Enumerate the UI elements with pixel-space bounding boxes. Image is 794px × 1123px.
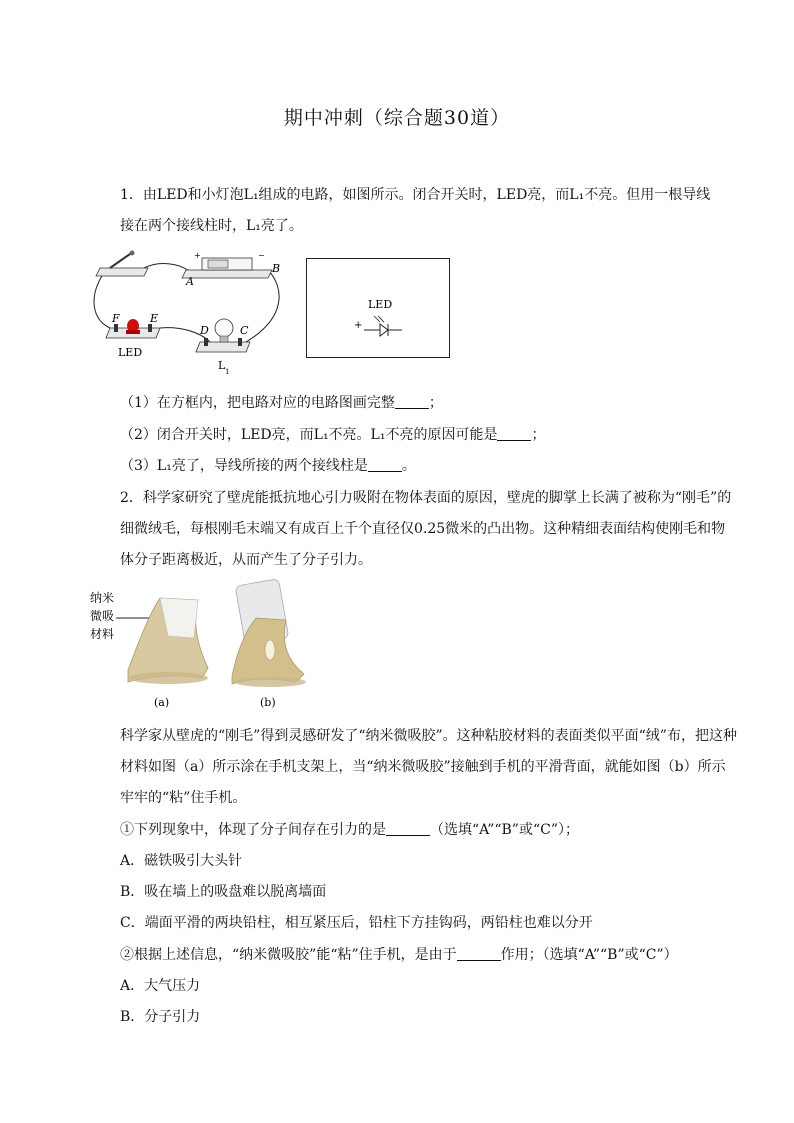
q1-line2: 接在两个接线柱时，L₁亮了。 — [120, 218, 303, 234]
q2-p2: 材料如图（a）所示涂在手机支架上，当“纳米微吸胶”接触到手机的平滑背面，就能如图（b）所示 — [120, 759, 726, 775]
q2-s2-blank[interactable] — [457, 946, 501, 961]
q1-sub3-text: （3）L₁亮了，导线所接的两个接线柱是 — [120, 458, 368, 474]
terminal-d-label: D — [200, 324, 209, 337]
nano-label-line3: 材料 — [90, 627, 115, 641]
q2-option-a2: A．大气压力 — [120, 978, 201, 994]
q1-sub2-blank[interactable] — [497, 426, 531, 441]
bulb-label-sub: 1 — [225, 368, 230, 376]
q2-option-a1: A．磁铁吸引大头针 — [120, 853, 243, 869]
q1-sub1 — [120, 393, 700, 413]
nano-label-line1: 纳米 — [90, 591, 115, 605]
q2-s1 — [120, 820, 700, 840]
circuit-answer-box — [306, 258, 450, 358]
phone-stand-figure — [90, 578, 330, 713]
q2-s1-text: ①下列现象中，体现了分子间存在引力的是 — [120, 822, 386, 838]
fig-a-label: (a) — [154, 696, 170, 709]
terminal-f-label: F — [112, 312, 120, 325]
circuit-figure — [90, 248, 290, 383]
box-plus-label: + — [354, 320, 363, 331]
terminal-a-label: A — [186, 275, 194, 288]
fig-b-label: (b) — [260, 696, 276, 709]
q2-s2-text: ②根据上述信息，“纳米微吸胶”能“粘”住手机，是由于 — [120, 947, 457, 963]
q2-s2-end: 作用；（选填“A”“B”或“C”） — [500, 947, 678, 963]
terminal-e-label: E — [150, 312, 159, 325]
q1-sub3 — [120, 456, 700, 476]
q2-s1-blank[interactable] — [386, 821, 430, 836]
battery-plus-label: + — [194, 251, 201, 260]
q2-p3: 牢牢的“粘”住手机。 — [120, 790, 247, 806]
box-led-label: LED — [368, 298, 393, 311]
q1-sub1-text: （1）在方框内，把电路对应的电路图画完整 — [120, 395, 395, 411]
bulb-label: L — [218, 359, 226, 372]
q2-line1: 2．科学家研究了壁虎能抵抗地心引力吸附在物体表面的原因，壁虎的脚掌上长满了被称为“刚毛”的 — [120, 490, 732, 506]
q1-sub2 — [120, 425, 700, 445]
q2-line2: 细微绒毛，每根刚毛末端又有成百上千个直径仅0.25微米的凸出物。这种精细表面结构使刚毛和物 — [120, 521, 726, 537]
q1-sub1-blank[interactable] — [395, 394, 429, 409]
q2-option-b2: B．分子引力 — [120, 1009, 201, 1025]
page-title: 期中冲刺（综合题30道） — [283, 107, 511, 129]
q1-sub3-blank[interactable] — [368, 457, 402, 472]
q2-option-c1: C．端面平滑的两块铅柱，相互紧压后，铅柱下方挂钩码，两铅柱也难以分开 — [120, 915, 593, 931]
q1-sub1-end: ； — [428, 395, 443, 411]
q1-sub2-end: ； — [531, 427, 546, 443]
q2-s1-end: （选填“A”“B”或“C”）； — [430, 822, 579, 838]
q1-sub3-end: 。 — [401, 458, 416, 474]
q1-line1: 1．由LED和小灯泡L₁组成的电路，如图所示。闭合开关时，LED亮，而L₁不亮。但用一根导线 — [120, 187, 711, 203]
q2-p1: 科学家从壁虎的“刚毛”得到灵感研发了“纳米微吸胶”。这种粘胶材料的表面类似平面“绒”布，把这种 — [120, 728, 737, 744]
led-label: LED — [118, 346, 143, 359]
battery-minus-label: − — [258, 251, 265, 260]
q2-option-b1: B．吸在墙上的吸盘难以脱离墙面 — [120, 884, 327, 900]
terminal-c-label: C — [240, 324, 249, 337]
q2-s2 — [120, 945, 700, 965]
terminal-b-label: B — [272, 262, 281, 275]
q1-sub2-text: （2）闭合开关时，LED亮，而L₁不亮。L₁不亮的原因可能是 — [120, 427, 498, 443]
nano-label-line2: 微吸 — [90, 609, 115, 623]
q2-line3: 体分子距离极近，从而产生了分子引力。 — [120, 552, 372, 568]
